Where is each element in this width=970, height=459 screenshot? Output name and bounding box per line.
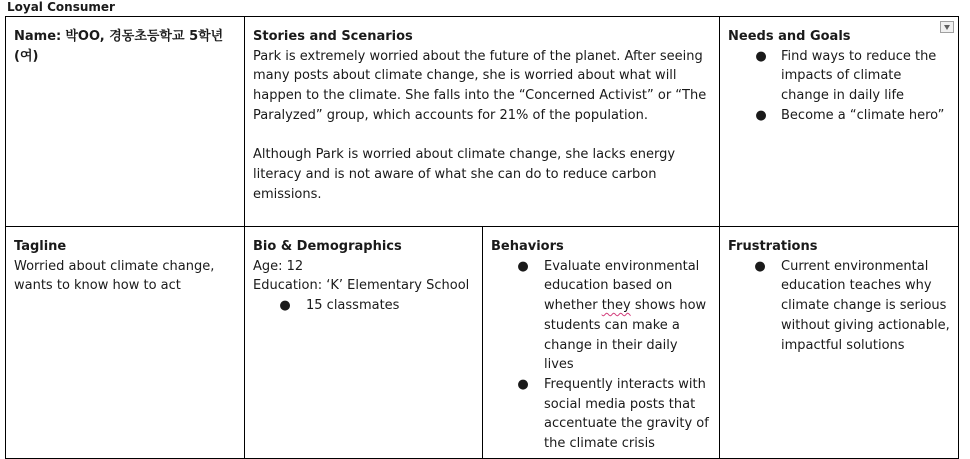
bullet-icon: ● xyxy=(517,376,529,392)
bio-cell[interactable] xyxy=(245,227,483,459)
bio-age: Age: 12 xyxy=(253,258,304,274)
persona-table xyxy=(5,16,959,459)
needs-item-text: Become a “climate hero” xyxy=(781,107,945,123)
bullet-icon: ● xyxy=(754,258,766,274)
needs-item-text: Find ways to reduce the impacts of climate change in daily life xyxy=(781,48,937,104)
behaviors-item-2: Frequently interacts with social media posts that accentuate the gravity of the climate crisis xyxy=(544,376,709,452)
behaviors-heading: Behaviors xyxy=(491,239,564,254)
stories-heading: Stories and Scenarios xyxy=(253,29,413,44)
bullet-icon: ● xyxy=(755,107,767,123)
frustrations-list xyxy=(728,257,950,356)
document-title: Loyal Consumer xyxy=(7,0,115,14)
behaviors-item-1-end: shows how students can make a change in their daily lives xyxy=(544,298,707,373)
bullet-icon: ● xyxy=(755,48,767,64)
name-label: Name: xyxy=(14,29,62,44)
bio-education: Education: ‘K’ Elementary School xyxy=(253,278,470,294)
tagline-heading: Tagline xyxy=(14,239,67,254)
needs-cell[interactable] xyxy=(720,17,959,227)
needs-list xyxy=(728,47,950,126)
bio-sub-item-text: 15 classmates xyxy=(306,298,400,314)
frustrations-item-text: Current environmental education teaches why climate change is serious without giving actionable, impactful solutions xyxy=(781,258,950,353)
tagline-cell[interactable] xyxy=(6,227,245,459)
frustrations-cell[interactable] xyxy=(720,227,959,459)
bio-heading: Bio & Demographics xyxy=(253,239,402,254)
stories-paragraph-2: Although Park is worried about climate change, she lacks energy literacy and is not aware of what she can do to reduce carbon emissions. xyxy=(253,147,676,202)
bullet-icon: ● xyxy=(279,298,291,314)
list-item xyxy=(755,106,950,126)
stories-paragraph-1: Park is extremely worried about the future of the planet. After seeing many posts about climate change, she is worried about what will happen to the climate. She falls into the “Concerned Activist” or “The Paralyzed” group, which accounts for 21% of the population. xyxy=(253,48,707,123)
list-item xyxy=(517,257,711,375)
behaviors-item-1-start: Evaluate environmental education based on whether xyxy=(544,258,700,314)
needs-heading: Needs and Goals xyxy=(728,29,851,44)
persona-row-bottom xyxy=(6,227,959,459)
list-item xyxy=(279,296,474,316)
dropdown-arrow-icon[interactable] xyxy=(940,21,954,33)
list-item xyxy=(517,375,711,454)
bullet-icon: ● xyxy=(517,258,529,274)
stories-cell[interactable] xyxy=(245,17,720,227)
behaviors-cell[interactable] xyxy=(483,227,720,459)
persona-row-top xyxy=(6,17,959,227)
list-item xyxy=(755,47,950,106)
grammar-flagged-word[interactable]: they xyxy=(601,298,631,314)
name-cell[interactable] xyxy=(6,17,245,227)
behaviors-list xyxy=(491,257,711,454)
frustrations-heading: Frustrations xyxy=(728,239,818,254)
bio-sub-list xyxy=(253,296,474,316)
tagline-text: Worried about climate change, wants to know how to act xyxy=(14,258,215,294)
list-item xyxy=(754,257,950,356)
name-value: 박OO, 경동초등학교 5학년 (여) xyxy=(14,29,224,64)
